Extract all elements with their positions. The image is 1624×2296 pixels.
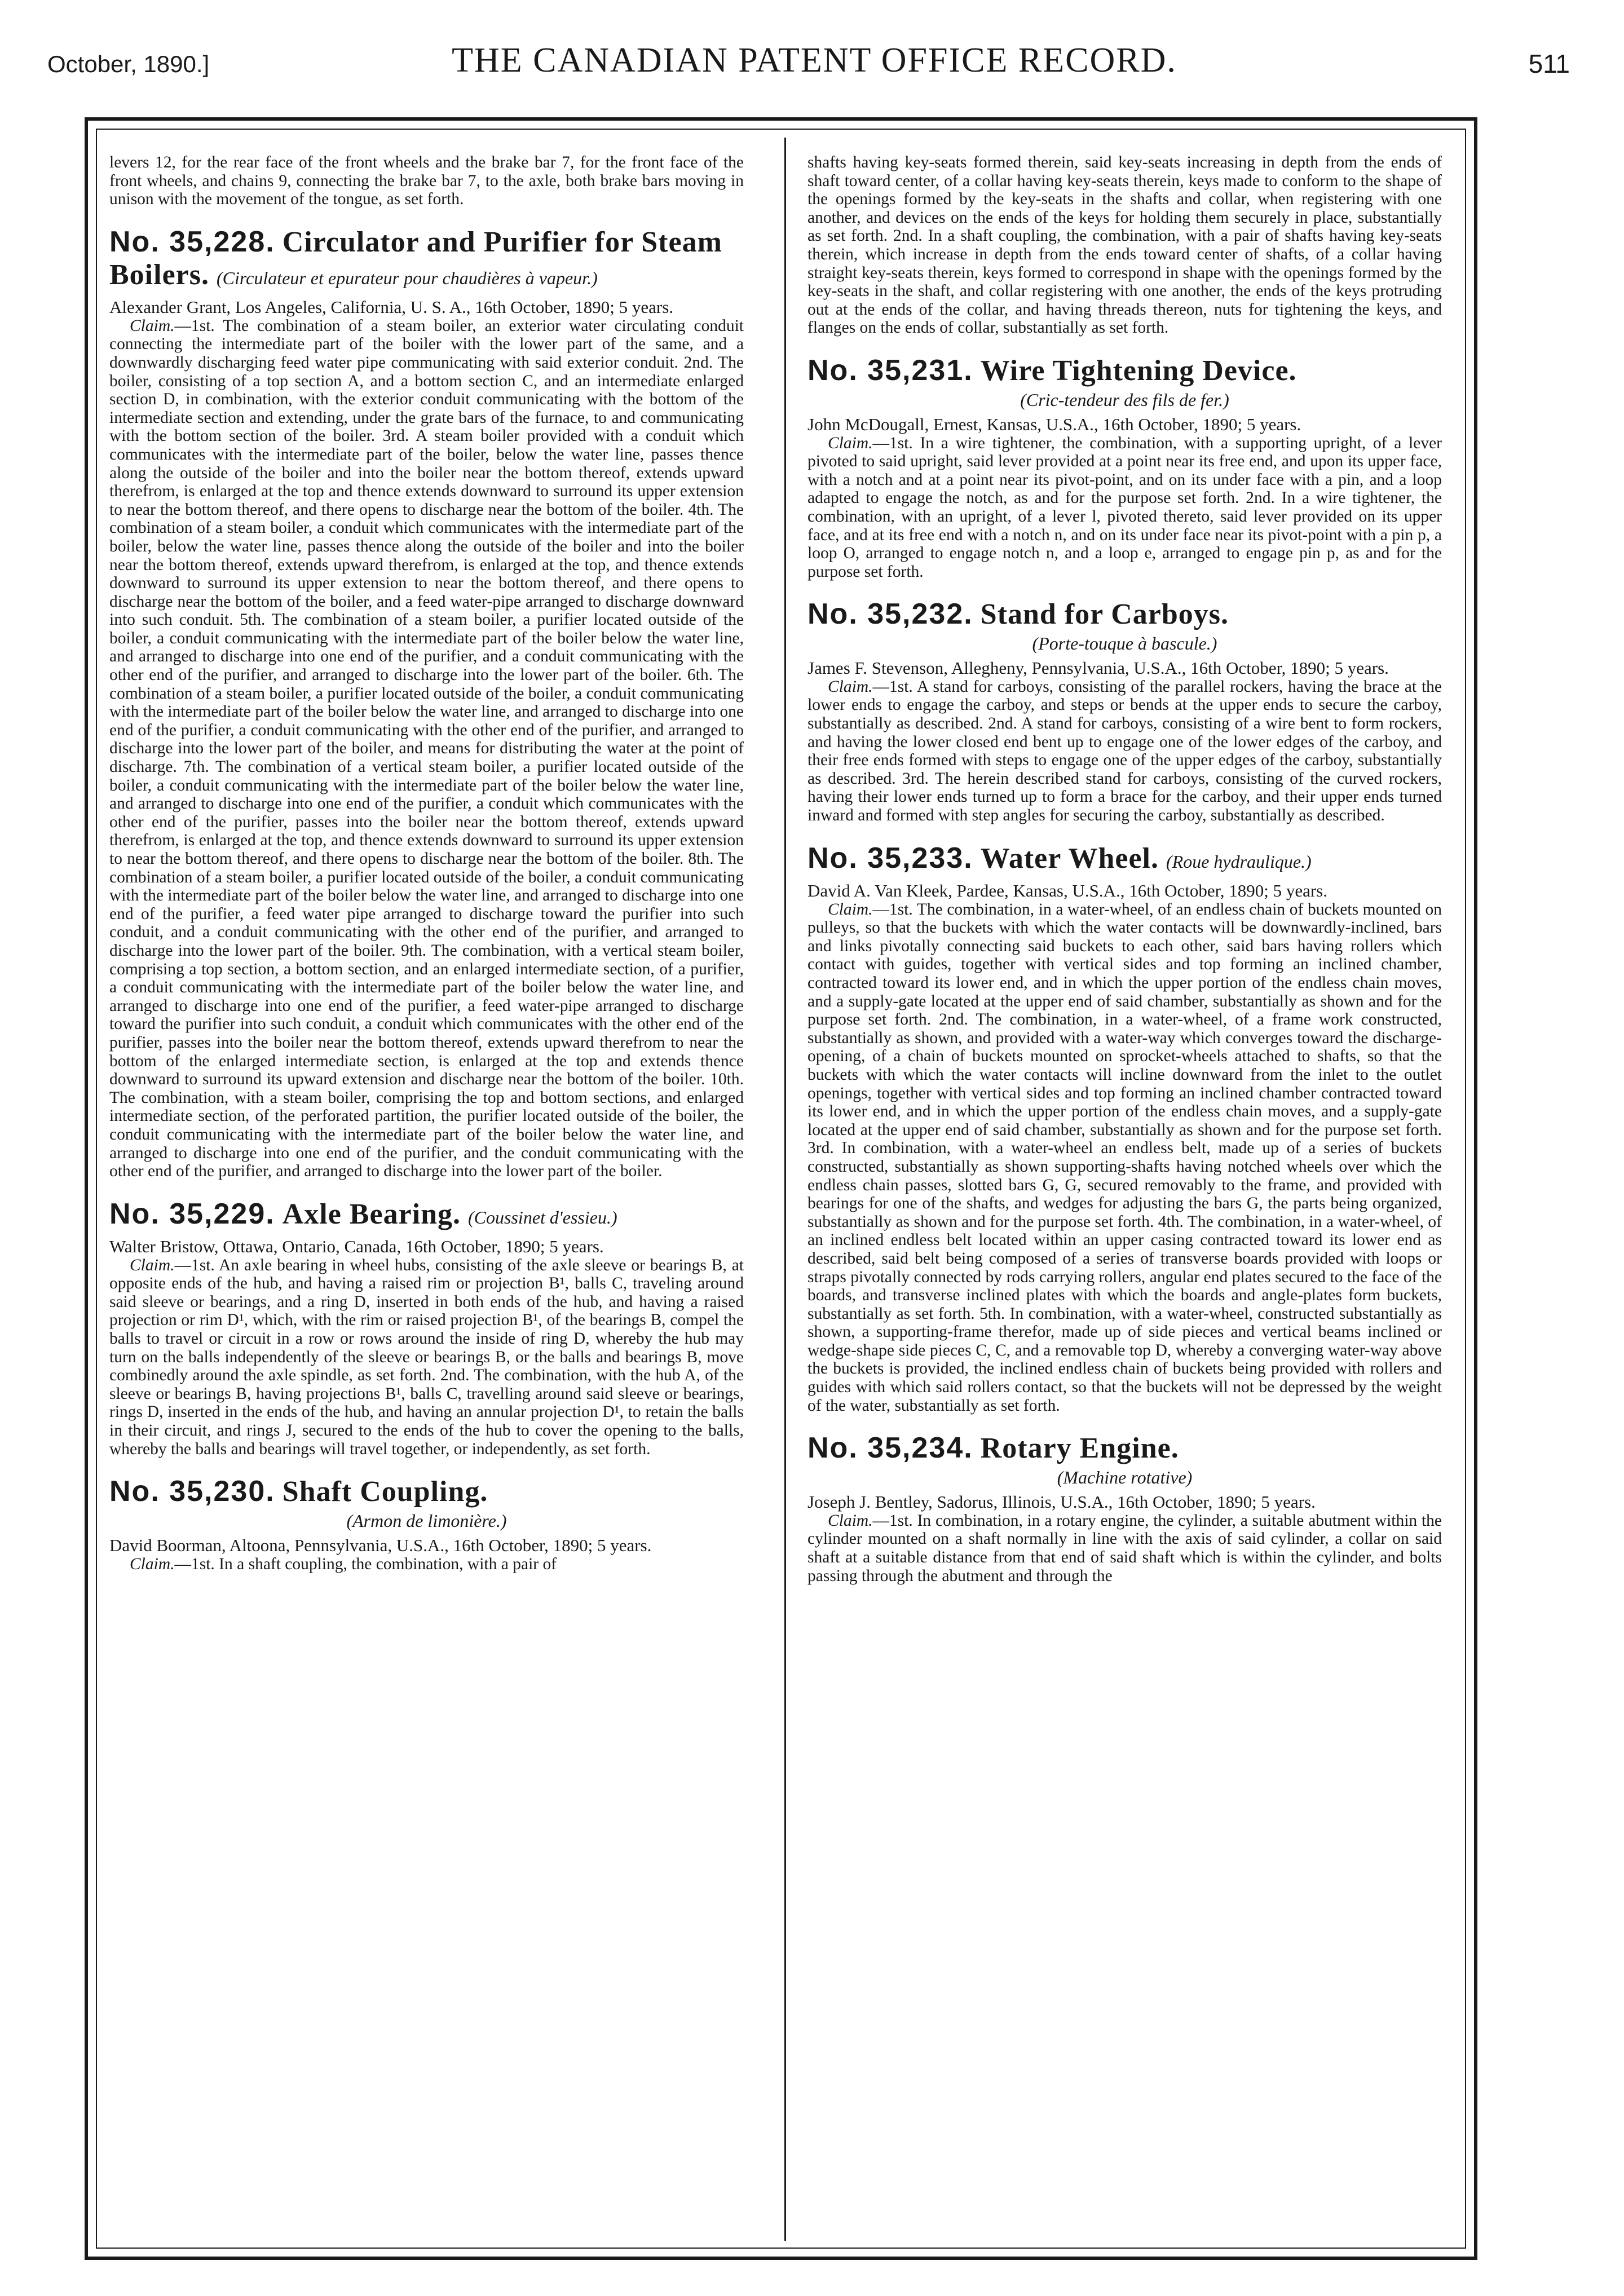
column-divider	[784, 138, 786, 2241]
patent-number: No. 35,234.	[807, 1432, 973, 1465]
patent-inventor: John McDougall, Ernest, Kansas, U.S.A., 16th October, 1890; 5 years.	[807, 414, 1301, 434]
patent-title: Circulator and Purifier for Steam Boilers.	[109, 226, 722, 291]
patent-entry-35228	[109, 226, 744, 1181]
continuation-text: shafts having key-seats formed therein, said key-seats increasing in depth from the ends of shaft toward center, of a collar having key-seats therein, keys made to conform to the shape of the openings formed by the key-seats in the shafts and collar, when registering with one another, and devices on the ends of the keys for holding them securely in place, substantially as set forth. 2nd. In a shaft coupling, the combination, with a pair of shafts having key-seats therein, which increase in depth from the ends toward center of shafts, of a collar having straight key-seats therein, keys formed to correspond in shape with the openings formed by the key-seats in the shaft, and collar registering with one another, the ends of the keys protruding out at the ends of the collar, and having threads thereon, nuts for tightening the keys, and flanges on the ends of collar, substantially as set forth.	[807, 153, 1442, 337]
claim-label: Claim.	[130, 1256, 175, 1274]
patent-heading	[109, 1198, 744, 1234]
patent-french-title: (Porte-touque à bascule.)	[1032, 633, 1217, 654]
patent-title: Water Wheel.	[980, 842, 1159, 875]
right-column	[807, 153, 1442, 1585]
patent-claim	[807, 1512, 1442, 1585]
claim-label: Claim.	[130, 1555, 175, 1573]
issue-date: October, 1890.]	[47, 51, 210, 77]
patent-french-title: (Machine rotative)	[1057, 1467, 1193, 1488]
patent-claim	[807, 678, 1442, 825]
claim-label: Claim.	[828, 677, 873, 696]
patent-title: Shaft Coupling.	[282, 1476, 488, 1508]
patent-inventor: Walter Bristow, Ottawa, Ontario, Canada, 16th October, 1890; 5 years.	[109, 1236, 604, 1256]
patent-claim	[109, 1555, 744, 1574]
patent-french-title: (Coussinet d'essieu.)	[468, 1207, 617, 1228]
patent-number: No. 35,230.	[109, 1475, 275, 1508]
claim-text: —1st. An axle bearing in wheel hubs, consisting of the axle sleeve or bearings B, at opposite ends of the hub, and having a raised rim or projection B¹, balls C, traveling around said sleeve or bearings, and a ring D, inserted in both ends of the hub, and having a raised projection or rim D¹, which, with the rim or raised projection B¹, of the bearings B, compel the balls to travel or circuit in a row or rows around the inside of ring D, whereby the hub may turn on the balls independently of the sleeve or bearings B, or the balls and bearings B, move combinedly around the axle spindle, as set forth. 2nd. The combination, with the hub A, of the sleeve or bearings B, having projections B¹, balls C, travelling around said sleeve or bearings, rings D, inserted in the ends of the hub, and having an annular projection D¹, to retain the balls in their circuit, and rings J, secured to the ends of the hub to cover the opening to the balls, whereby the balls and bearings will travel together, or independently, as set forth.	[109, 1256, 744, 1458]
claim-text: —1st. In combination, in a rotary engine, the cylinder, a suitable abutment within the cylinder mounted on a shaft normally in line with the axis of said cylinder, a collar on said shaft at a suitable distance from that end of said shaft which is within the cylinder, and bolts passing through the abutment and through the	[807, 1511, 1442, 1585]
patent-heading	[807, 598, 1442, 631]
patent-number: No. 35,233.	[807, 841, 973, 875]
claim-text: —1st. The combination of a steam boiler, an exterior water circulating conduit connecting the intermediate part of the boiler with the lower part of the same, and a downwardly discharging feed water pipe communicating with said exterior conduit. 2nd. The boiler, consisting of a top section A, and a bottom section C, and an intermediate enlarged section D, in combination, with the exterior conduit communicating with the bottom of the intermediate section and extending, under the grate bars of the furnace, to and communicating with the bottom section of the boiler. 3rd. A steam boiler provided with a conduit which communicates with the intermediate part of the boiler, below the water line, passes thence along the outside of the boiler and into the boiler near the bottom thereof, extends upward therefrom, is enlarged at the top and thence extends downward to surround its upper extension to near the bottom thereof, and there opens to discharge near the bottom of the boiler. 4th. The combination of a steam boiler, a conduit which communicates with the intermediate part of the boiler, below the water line, passes thence along the outside of the boiler and into the boiler near the bottom thereof, extends upward therefrom, is enlarged at the top, and thence extends downward to surround its upper extension to near the bottom thereof, and there opens to discharge near the bottom of the boiler, and a feed water-pipe arranged to discharge downward into such conduit. 5th. The combination of a steam boiler, a purifier located outside of the boiler, a conduit communicating with the intermediate part of the boiler below the water line, and arranged to discharge into one end of the purifier, and a conduit communicating with the other end of the purifier, and arranged to discharge into the lower part of the boiler. 6th. The combination of a steam boiler, a purifier located outside of the boiler, a conduit communicating with the intermediate part of the boiler below the water line, and arranged to discharge into one end of the purifier, a conduit communicating with the other end of the purifier, and arranged to discharge into the lower part of the boiler, and means for distributing the water at the point of discharge. 7th. The combination of a vertical steam boiler, a purifier located outside of the boiler, a conduit communicating with the intermediate part of the boiler below the water line, and arranged to discharge into one end of the purifier, a conduit which communicates with the other end of the purifier, passes into the boiler near the bottom thereof, extends upward therefrom, is enlarged at the top, and thence extends downward to surround its upper extension to near the bottom thereof, and there opens to discharge near the bottom of the boiler. 8th. The combination of a steam boiler, a purifier located outside of the boiler, a conduit communicating with the intermediate part of the boiler below the water line, and arranged to discharge into one end of the purifier, a feed water pipe arranged to discharge toward the purifier into such conduit, and a conduit communicating with the other end of the purifier, and arranged to discharge into the lower part of the boiler. 9th. The combination, with a vertical steam boiler, comprising a top section, a bottom section, and an enlarged intermediate section, of a purifier, a conduit communicating with the intermediate part of the boiler below the water line, and arranged to discharge into one end of the purifier, a feed water-pipe arranged to discharge toward the purifier into such conduit, a conduit which communicates with the other end of the purifier, passes into the boiler near the bottom thereof, extends upward therefrom to near the bottom of the enlarged intermediate section, is enlarged at the top and extends thence downward to surround its upward extension and discharge near the bottom of the boiler. 10th. The combination, with a steam boiler, comprising the top and bottom sections, and enlarged intermediate section, of the perforated partition, the purifier located outside of the boiler, the conduit communicating with the intermediate part of the boiler below the water line, and arranged to discharge into one end of the purifier, and the conduit communicating with the other end of the purifier, and arranged to discharge into the lower part of the boiler.	[109, 316, 744, 1181]
patent-heading	[109, 1475, 744, 1508]
patent-title: Wire Tightening Device.	[980, 354, 1297, 387]
patent-heading	[109, 226, 744, 294]
patent-number: No. 35,231.	[807, 354, 973, 387]
patent-inventor: David A. Van Kleek, Pardee, Kansas, U.S.A., 16th October, 1890; 5 years.	[807, 880, 1327, 900]
claim-label: Claim.	[828, 434, 873, 452]
patent-claim	[109, 1256, 744, 1459]
claim-label: Claim.	[130, 316, 175, 335]
patent-entry-35229	[109, 1198, 744, 1459]
patent-inventor: David Boorman, Altoona, Pennsylvania, U.S.A., 16th October, 1890; 5 years.	[109, 1535, 652, 1555]
patent-title: Axle Bearing.	[282, 1198, 461, 1230]
patent-entry-35233	[807, 842, 1442, 1415]
patent-title: Stand for Carboys.	[980, 598, 1229, 631]
patent-french-title: (Roue hydraulique.)	[1166, 851, 1312, 872]
claim-text: —1st. A stand for carboys, consisting of the parallel rockers, having the brace at the lower ends to engage the carboy, and steps or bends at the upper ends to secure the carboy, substantially as described. 2nd. A stand for carboys, consisting of a wire bent to form rockers, and having the lower closed end bent up to engage one of the lower edges of the carboy, and their free ends formed with steps to engage one of the upper edges of the carboy, substantially as described. 3rd. The herein described stand for carboys, consisting of the curved rockers, having their lower ends turned up to form a brace for the carboy, and their upper ends turned inward and formed with step angles for securing the carboy, substantially as described.	[807, 677, 1442, 825]
patent-number: No. 35,232.	[807, 598, 973, 631]
patent-entry-35234	[807, 1432, 1442, 1585]
patent-inventor: James F. Stevenson, Allegheny, Pennsylvania, U.S.A., 16th October, 1890; 5 years.	[807, 657, 1389, 678]
patent-heading	[807, 842, 1442, 878]
patent-french-title: (Cric-tendeur des fils de fer.)	[1020, 389, 1229, 410]
patent-entry-35230	[109, 1475, 744, 1573]
patent-heading	[807, 1432, 1442, 1465]
patent-claim	[109, 317, 744, 1181]
patent-number: No. 35,228.	[109, 225, 275, 258]
patent-french-title: (Circulateur et epurateur pour chaudières à vapeur.)	[216, 267, 598, 288]
claim-text: —1st. The combination, in a water-wheel, of an endless chain of buckets mounted on pulleys, so that the buckets with which the water contacts will be downwardly-inclined, bars and links pivotally connecting said buckets to each other, said bars having rollers which contact with guides, together with vertical sides and top forming an inclined chamber, contracted toward its lower end, and in which the upper portion of the endless chain moves, and a supply-gate located at the upper end of said chamber, substantially as shown and for the purpose set forth. 2nd. The combination, in a water-wheel, of a frame work constructed, substantially as shown, and provided with a water-way which converges toward the discharge-opening, of a chain of buckets mounted on sprocket-wheels attached to shafts, so that the buckets with which the water contacts will incline downward from the inlet to the outlet openings, together with vertical sides and top forming an inclined chamber contracted toward its lower end, and in which the upper portion of the endless chain moves, and a supply-gate located at the upper end of said chamber, substantially as shown and for the purpose set forth. 3rd. In combination, with a water-wheel an endless belt, made up of a series of buckets constructed, substantially as shown supporting-shafts having notched wheels over which the endless chain passes, slotted bars G, G, secured removably to the frame, and provided with bearings for one of the shafts, and wedges for adjusting the bars G, the parts being organized, substantially as shown and for the purpose set forth. 4th. The combination, in a water-wheel, of an inclined endless belt located within an upper casing contracted toward its lower end as described, said belt being composed of a series of transverse boards provided with loops or straps pivotally connected by rods carrying rollers, angular end plates secured to the face of the boards, and transverse inclined plates with which the boards and angle-plates form buckets, substantially as set forth. 5th. In combination, with a water-wheel, constructed substantially as shown, a supporting-frame therefor, made up of side pieces and vertical beams inclined or wedge-shape side pieces C, C, and a removable top D, whereby a converging water-way above the buckets is provided, the inclined endless chain of buckets being provided with rollers and guides with which said rollers contact, so that the buckets will not be depressed by the weight of the water, substantially as set forth.	[807, 900, 1442, 1415]
patent-claim	[807, 900, 1442, 1415]
running-head	[47, 41, 1570, 91]
claim-label: Claim.	[828, 1511, 873, 1530]
claim-label: Claim.	[828, 900, 873, 919]
page-number: 511	[1528, 49, 1570, 78]
patent-inventor: Alexander Grant, Los Angeles, California, U. S. A., 16th October, 1890; 5 years.	[109, 297, 674, 317]
patent-entry-35231	[807, 354, 1442, 581]
left-column	[109, 153, 744, 1573]
claim-text: —1st. In a shaft coupling, the combination, with a pair of	[174, 1555, 557, 1573]
patent-number: No. 35,229.	[109, 1197, 275, 1230]
claim-text: —1st. In a wire tightener, the combination, with a supporting upright, of a lever pivoted to said upright, said lever provided at a point near its free end, and upon its upper face, with a notch and at a point near its pivot-point, and on its under face with a pin, and a loop adapted to engage the notch, as and for the purpose set forth. 2nd. In a wire tightener, the combination, with an upright, of a lever l, pivoted thereto, said lever provided on its upper face, and at its free end with a notch n, and on its under face near its pivot-point with a pin p, a loop O, arranged to engage notch n, and a loop e, arranged to engage pin p, as and for the purpose set forth.	[807, 434, 1442, 581]
patent-title: Rotary Engine.	[980, 1432, 1179, 1465]
patent-claim	[807, 434, 1442, 581]
patent-french-title: (Armon de limonière.)	[346, 1511, 507, 1531]
patent-entry-35232	[807, 598, 1442, 824]
publication-title: THE CANADIAN PATENT OFFICE RECORD.	[452, 41, 1177, 80]
patent-inventor: Joseph J. Bentley, Sadorus, Illinois, U.S.A., 16th October, 1890; 5 years.	[807, 1491, 1316, 1512]
continuation-text: levers 12, for the rear face of the front wheels and the brake bar 7, for the front face of the front wheels, and chains 9, connecting the brake bar 7, to the axle, both brake bars moving in unison with the movement of the tongue, as set forth.	[109, 153, 744, 209]
patent-heading	[807, 354, 1442, 387]
